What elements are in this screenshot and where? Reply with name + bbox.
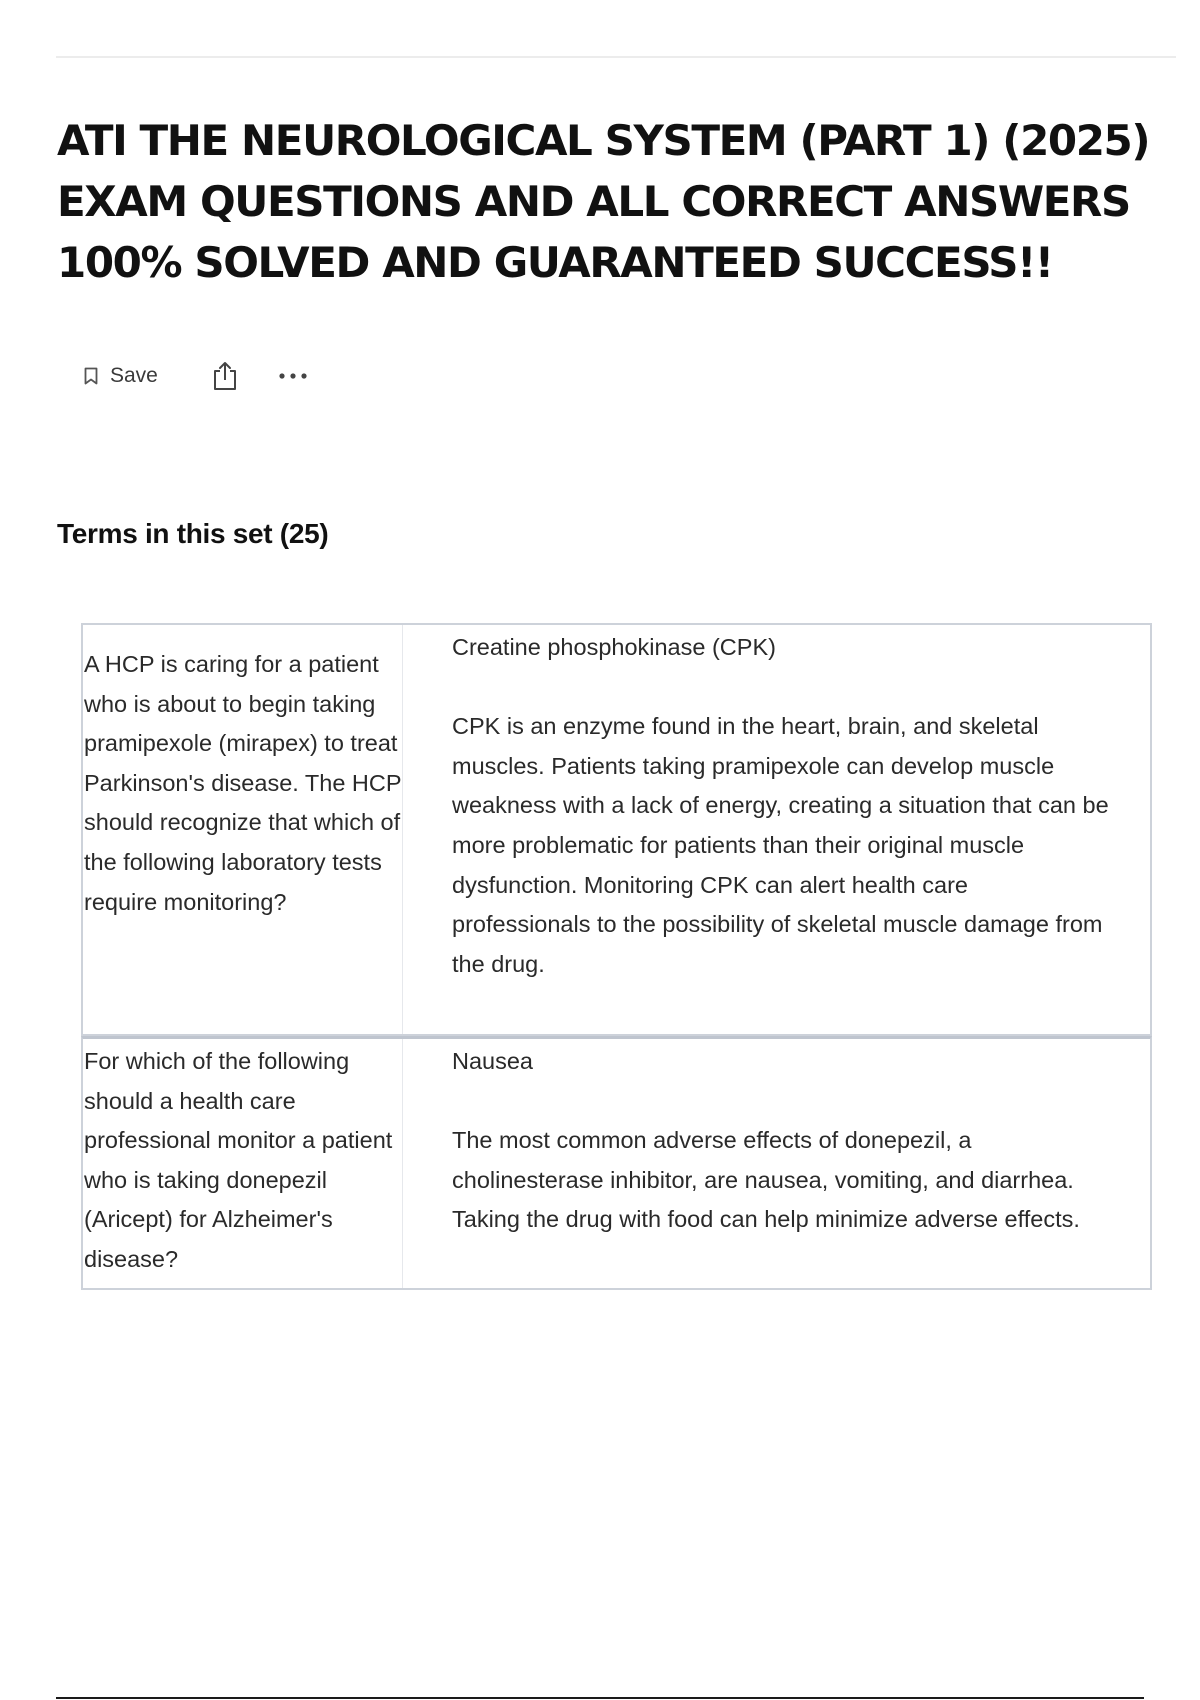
save-button[interactable] [84, 364, 158, 388]
more-options-button[interactable] [278, 372, 308, 380]
save-label: Save [110, 364, 158, 387]
share-icon [212, 361, 238, 391]
bottom-divider [56, 1697, 1144, 1699]
bookmark-icon [84, 367, 98, 385]
definition-answer: Creatine phosphokinase (CPK) [452, 634, 776, 660]
definition-answer: Nausea [452, 1048, 533, 1074]
definition-explanation: CPK is an enzyme found in the heart, brain, and skeletal muscles. Patients taking pramipexole can develop muscle weakness with a lack of energy, creating a situation that can be more problematic for patients than their original muscle dysfunction. Monitoring CPK can alert health care professionals to the possibility of skeletal muscle damage from the drug. [452, 713, 1109, 977]
page-title: ATI THE NEUROLOGICAL SYSTEM (PART 1) (2025) EXAM QUESTIONS AND ALL CORRECT ANSWERS 100% SOLVED AND GUARANTEED SUCCESS!! [57, 116, 1150, 287]
more-horizontal-icon [278, 372, 308, 380]
definition [403, 625, 1150, 1034]
action-bar [84, 356, 308, 396]
term-text: A HCP is caring for a patient who is about to begin taking pramipexole (mirapex) to treat Parkinson's disease. The HCP should recognize that which of the following laboratory tests require monitoring? [83, 625, 403, 1034]
share-button[interactable] [212, 361, 238, 391]
definition-explanation: The most common adverse effects of donepezil, a cholinesterase inhibitor, are nausea, vomiting, and diarrhea. Taking the drug with food can help minimize adverse effects. [452, 1127, 1080, 1233]
term-text: For which of the following should a health care professional monitor a patient who is taking donepezil (Aricept) for Alzheimer's disease? [83, 1039, 403, 1288]
definition [403, 1039, 1150, 1288]
table-row [81, 623, 1152, 1036]
terms-heading: Terms in this set (25) [57, 518, 329, 549]
top-divider [56, 56, 1176, 58]
terms-table [81, 623, 1152, 1290]
table-row [81, 1036, 1152, 1290]
